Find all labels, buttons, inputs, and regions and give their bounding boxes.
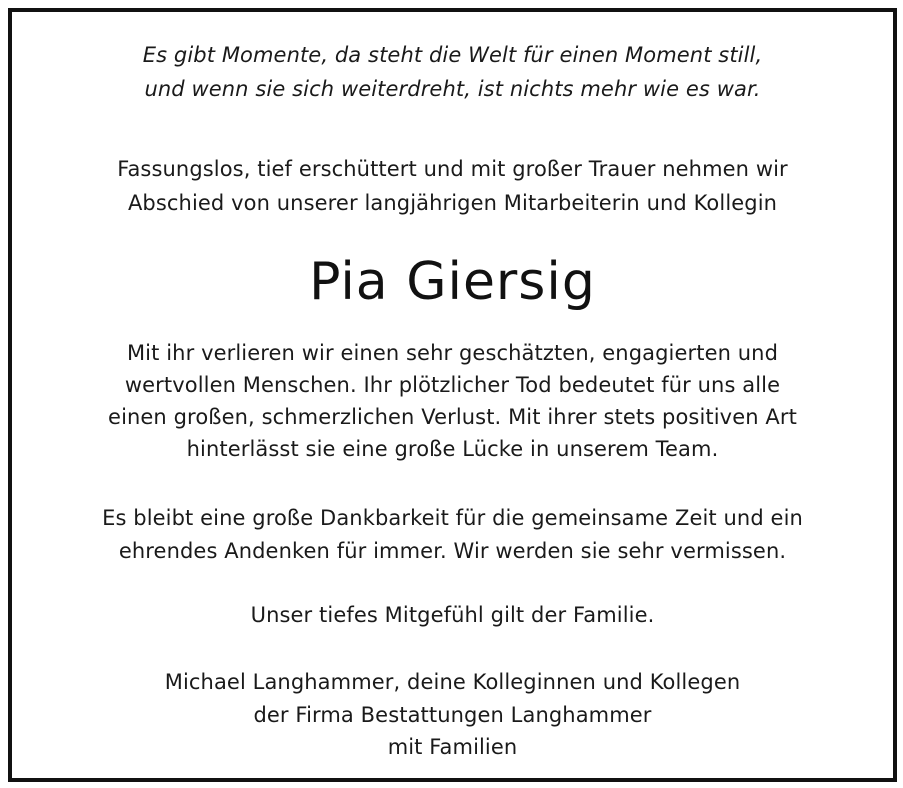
deceased-name: Pia Giersig [309, 252, 596, 312]
quote-line-2: und wenn sie sich weiterdreht, ist nichts mehr wie es war. [144, 77, 761, 101]
intro-line-2: Abschied von unserer langjährigen Mitarbeiterin und Kollegin [127, 191, 778, 215]
paragraph-1-line-1: Mit ihr verlieren wir einen sehr geschätzten, engagierten und [126, 341, 779, 365]
paragraph-1-line-2: wertvollen Menschen. Ihr plötzlicher Tod bedeutet für uns alle [124, 373, 781, 397]
signature-line-2: der Firma Bestattungen Langhammer [253, 703, 652, 727]
paragraph-2-line-2: ehrendes Andenken für immer. Wir werden sie sehr vermissen. [118, 539, 787, 563]
condolence-line: Unser tiefes Mitgefühl gilt der Familie. [250, 603, 655, 627]
signature-line-3: mit Familien [387, 735, 518, 759]
obituary-notice-frame [8, 8, 897, 782]
paragraph-1-line-3: einen großen, schmerzlichen Verlust. Mit ihrer stets positiven Art [108, 405, 797, 429]
paragraph-2-line-1: Es bleibt eine große Dankbarkeit für die gemeinsame Zeit und ein [102, 506, 803, 530]
quote-line-1: Es gibt Momente, da steht die Welt für einen Moment still, [142, 43, 763, 67]
intro-line-1: Fassungslos, tief erschüttert und mit großer Trauer nehmen wir [117, 157, 788, 181]
paragraph-1-line-4: hinterlässt sie eine große Lücke in unserem Team. [186, 437, 719, 461]
signature-line-1: Michael Langhammer, deine Kolleginnen und Kollegen [164, 670, 741, 694]
